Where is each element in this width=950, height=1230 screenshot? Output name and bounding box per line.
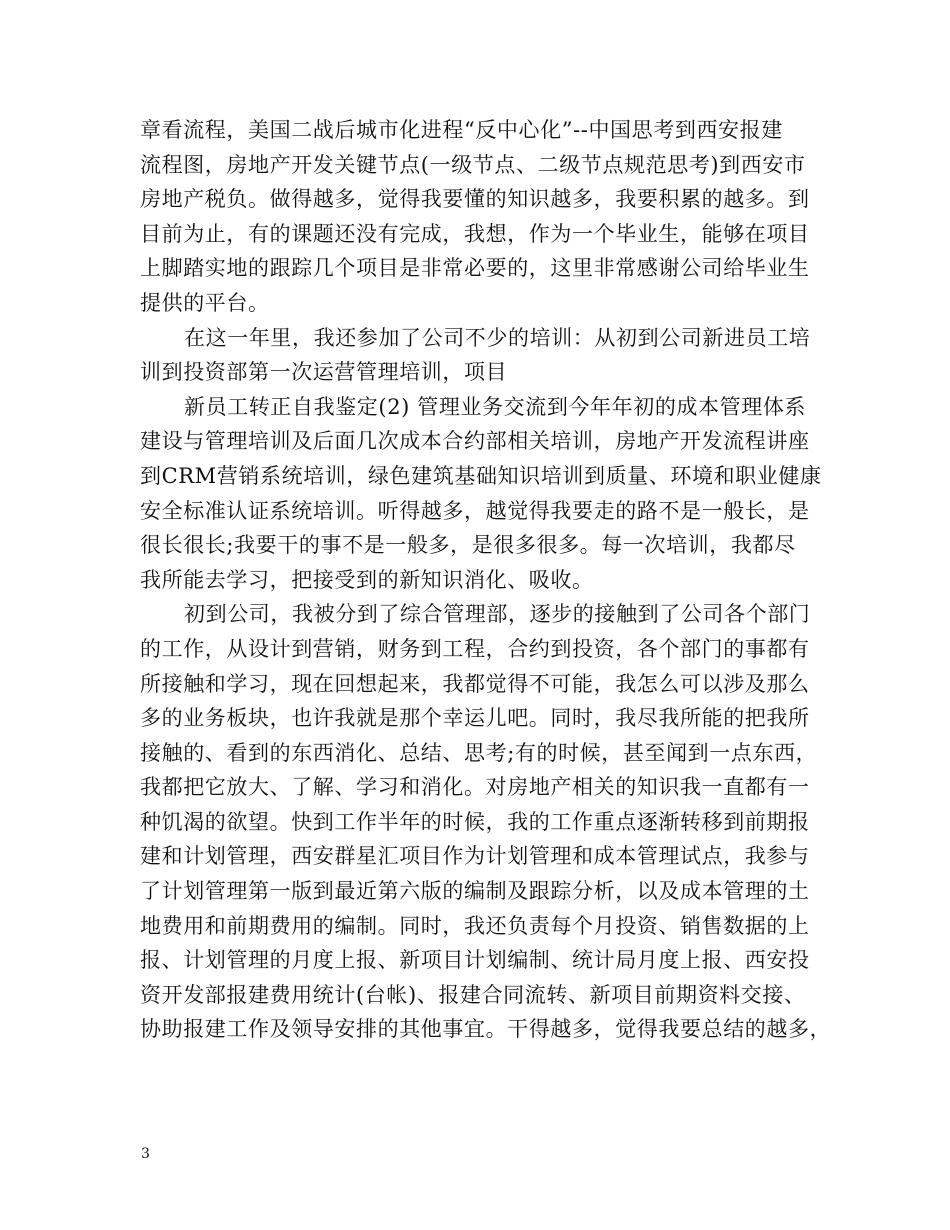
text-line: 建和计划管理，西安群星汇项目作为计划管理和成本管理试点，我参与 [140, 844, 810, 869]
text-line: 种饥渴的欲望。快到工作半年的时候，我的工作重点逐渐转移到前期报 [140, 809, 810, 834]
text-line: 我所能去学习，把接受到的新知识消化、吸收。 [140, 567, 594, 592]
text-line: 新员工转正自我鉴定(2) 管理业务交流到今年年初的成本管理体系 [184, 394, 807, 419]
text-line: 协助报建工作及领导安排的其他事宜。干得越多，觉得我要总结的越多， [140, 1017, 832, 1042]
text-line: 接触的、看到的东西消化、总结、思考;有的时候，甚至闻到一点东西， [140, 740, 818, 765]
text-line: 目前为止，有的课题还没有完成，我想，作为一个毕业生，能够在项目 [140, 221, 810, 246]
text-line: 我都把它放大、了解、学习和消化。对房地产相关的知识我一直都有一 [140, 775, 810, 800]
text-line: 房地产税负。做得越多，觉得我要懂的知识越多，我要积累的越多。到 [140, 187, 810, 212]
text-line: 建设与管理培训及后面几次成本合约部相关培训，房地产开发流程讲座 [140, 429, 810, 454]
text-line: 的工作，从设计到营销，财务到工程，合约到投资，各个部门的事都有 [140, 636, 810, 661]
text-line: 到CRM营销系统培训，绿色建筑基础知识培训到质量、环境和职业健康 [140, 463, 822, 488]
text-line: 流程图，房地产开发关键节点(一级节点、二级节点规范思考)到西安市 [140, 152, 806, 177]
page-number: 3 [141, 1146, 150, 1162]
text-line: 了计划管理第一版到最近第六版的编制及跟踪分析，以及成本管理的土 [140, 879, 810, 904]
text-line: 训到投资部第一次运营管理培训，项目 [140, 360, 508, 385]
text-line: 章看流程，美国二战后城市化进程“反中心化”--中国思考到西安报建 [140, 118, 783, 142]
text-line: 安全标准认证系统培训。听得越多，越觉得我要走的路不是一般长，是 [140, 498, 810, 523]
text-line: 很长很长;我要干的事不是一般多，是很多很多。每一次培训，我都尽 [140, 533, 796, 558]
text-line: 多的业务板块，也许我就是那个幸运儿吧。同时，我尽我所能的把我所 [140, 706, 810, 731]
text-line: 所接触和学习，现在回想起来，我都觉得不可能，我怎么可以涉及那么 [140, 671, 810, 696]
text-line: 在这一年里，我还参加了公司不少的培训：从初到公司新进员工培 [184, 325, 811, 350]
text-line: 初到公司，我被分到了综合管理部，逐步的接触到了公司各个部门 [184, 602, 811, 627]
text-line: 资开发部报建费用统计(台帐)、报建合同流转、新项目前期资料交接、 [140, 982, 806, 1007]
text-line: 报、计划管理的月度上报、新项目计划编制、统计局月度上报、西安投 [140, 948, 810, 973]
text-line: 上脚踏实地的跟踪几个项目是非常必要的，这里非常感谢公司给毕业生 [140, 256, 810, 281]
text-line: 提供的平台。 [140, 290, 270, 315]
text-line: 地费用和前期费用的编制。同时，我还负责每个月投资、销售数据的上 [140, 913, 810, 938]
document-body [140, 113, 832, 1047]
